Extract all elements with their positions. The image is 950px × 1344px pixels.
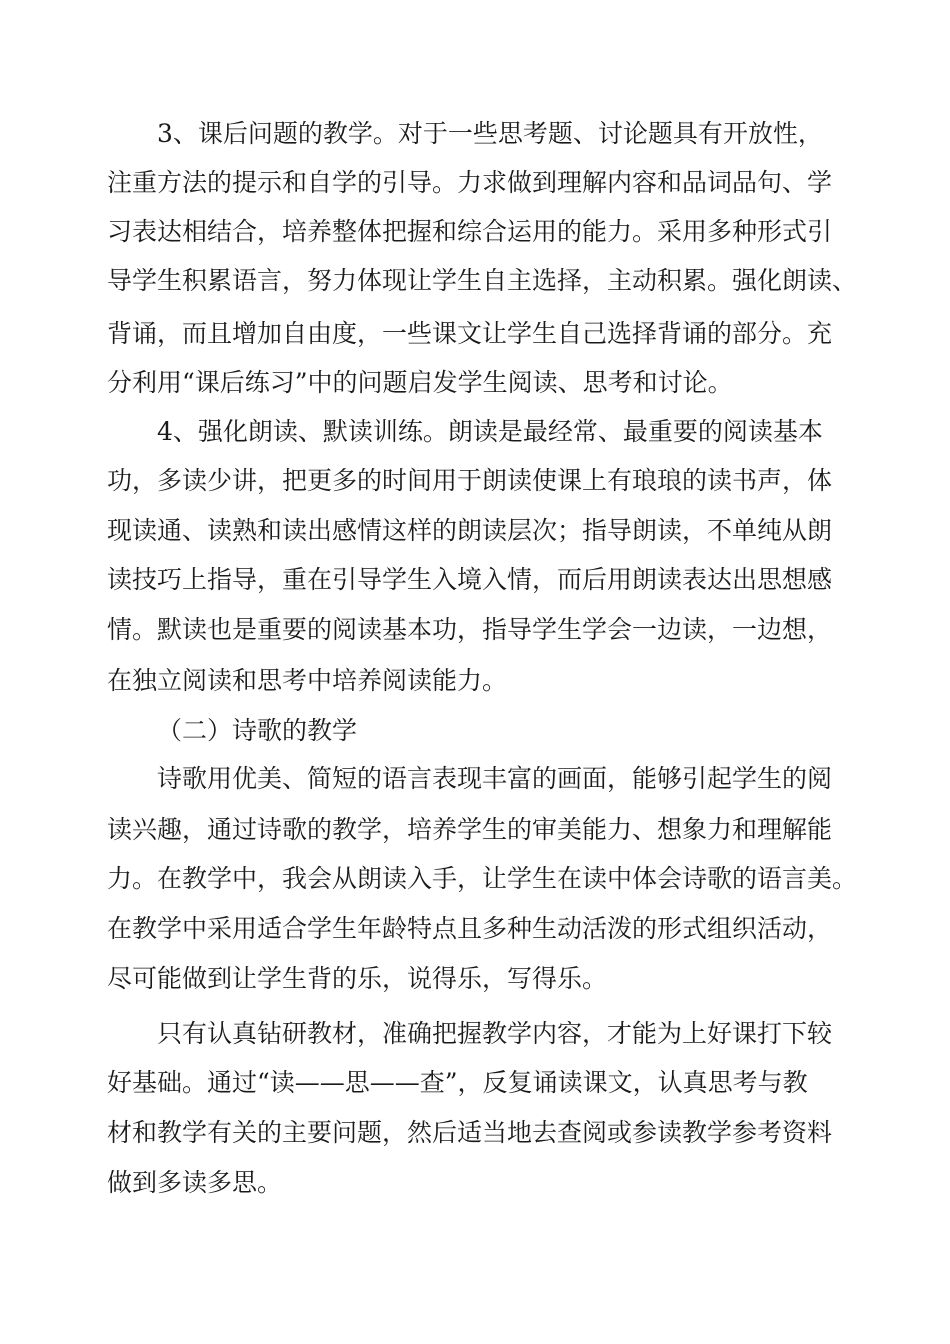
text-line: 背诵，而且增加自由度，一些课文让学生自己选择背诵的部分。充 xyxy=(107,319,833,348)
text-line: 尽可能做到让学生背的乐，说得乐，写得乐。 xyxy=(107,964,608,993)
text-line: 习表达相结合，培养整体把握和综合运用的能力。采用多种形式引 xyxy=(107,217,833,246)
text-line: 在独立阅读和思考中培养阅读能力。 xyxy=(107,666,508,695)
text-line: 现读通、读熟和读出感情这样的朗读层次；指导朗读，不单纯从朗 xyxy=(107,516,833,545)
section-heading: （二）诗歌的教学 xyxy=(157,716,358,745)
text-line: 力。在教学中，我会从朗读入手，让学生在读中体会诗歌的语言美。 xyxy=(107,864,858,893)
text-line: 只有认真钻研教材，准确把握教学内容，才能为上好课打下较 xyxy=(157,1019,833,1048)
text-line: 注重方法的提示和自学的引导。力求做到理解内容和品词品句、学 xyxy=(107,168,833,197)
text-line: 分利用“课后练习”中的问题启发学生阅读、思考和讨论。 xyxy=(107,368,733,397)
text-line: 情。默读也是重要的阅读基本功，指导学生学会一边读，一边想， xyxy=(107,615,833,644)
text-line: 读技巧上指导，重在引导学生入境入情，而后用朗读表达出思想感 xyxy=(107,565,833,594)
text-line: 读兴趣，通过诗歌的教学，培养学生的审美能力、想象力和理解能 xyxy=(107,815,833,844)
text-line: 在教学中采用适合学生年龄特点且多种生动活泼的形式组织活动， xyxy=(107,914,833,943)
text-line: 3、课后问题的教学。对于一些思考题、讨论题具有开放性， xyxy=(157,119,823,148)
text-line: 做到多读多思。 xyxy=(107,1168,283,1197)
text-line: 功，多读少讲，把更多的时间用于朗读使课上有琅琅的读书声，体 xyxy=(107,466,833,495)
text-line: 导学生积累语言，努力体现让学生自主选择，主动积累。强化朗读、 xyxy=(107,266,858,295)
text-line: 诗歌用优美、简短的语言表现丰富的画面，能够引起学生的阅 xyxy=(157,764,833,793)
text-line: 4、强化朗读、默读训练。朗读是最经常、最重要的阅读基本 xyxy=(157,417,823,446)
text-line: 好基础。通过“读——思——查”，反复诵读课文，认真思考与教 xyxy=(107,1068,808,1097)
text-line: 材和教学有关的主要问题，然后适当地去查阅或参读教学参考资料 xyxy=(107,1118,833,1147)
